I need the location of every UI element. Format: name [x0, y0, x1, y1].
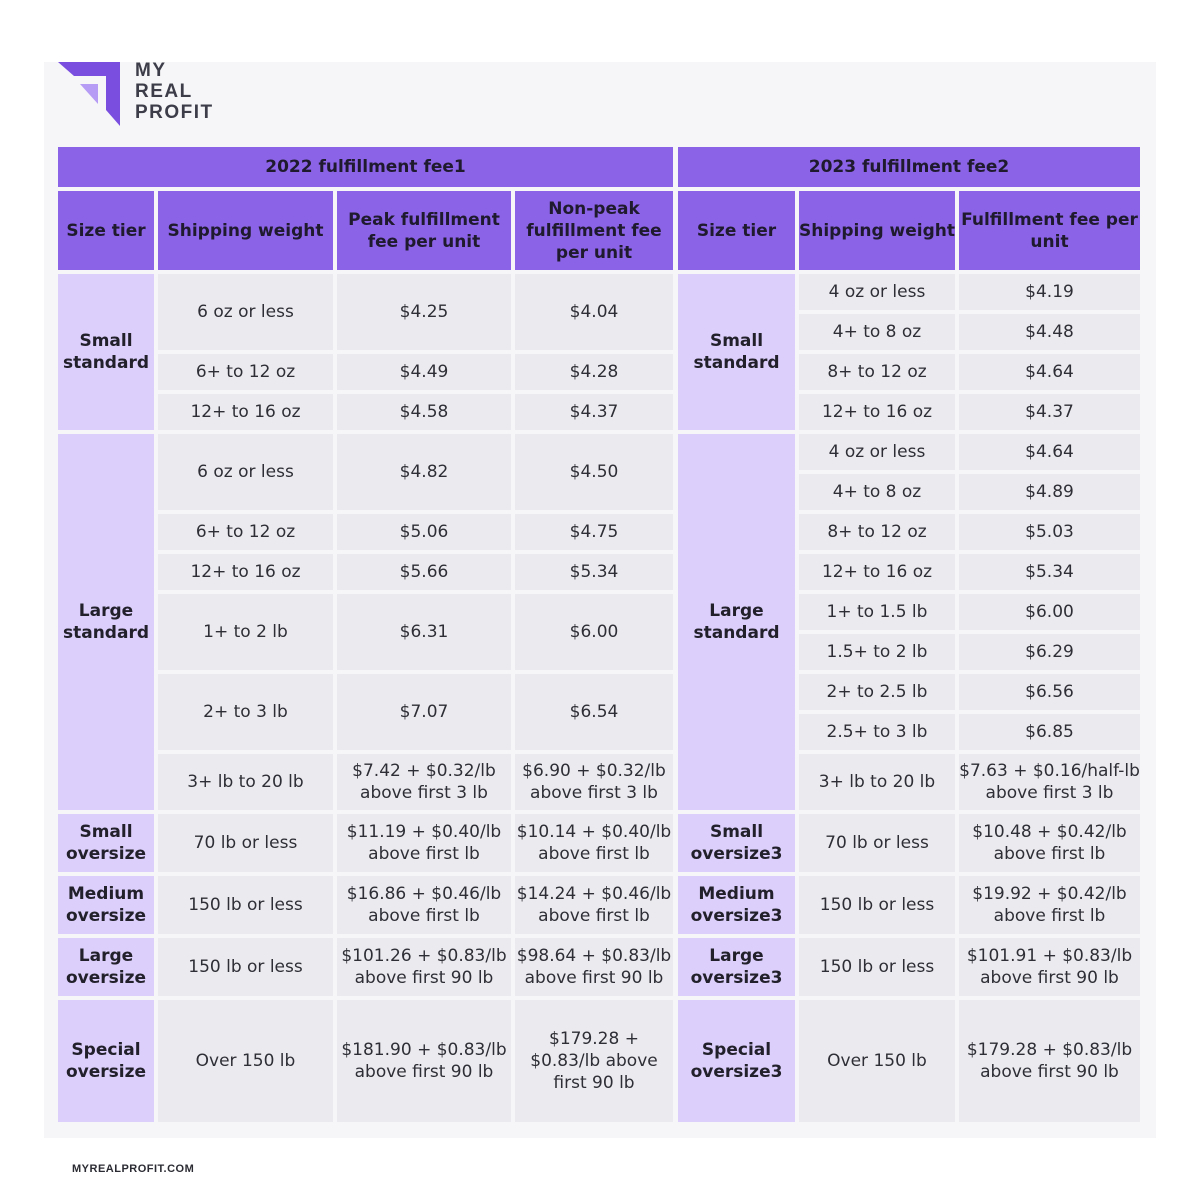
table-cell: $6.56 — [959, 674, 1140, 710]
table-cell: $14.24 + $0.46/lb above first lb — [515, 876, 673, 934]
table-caption-2022: 2022 fulfillment fee1 — [58, 147, 673, 187]
table-cell: 4 oz or less — [799, 434, 955, 470]
table-cell: $6.00 — [959, 594, 1140, 630]
column-header: Shipping weight — [158, 191, 333, 270]
table-cell: $179.28 + $0.83/lb above first 90 lb — [515, 1000, 673, 1122]
table-cell: $6.85 — [959, 714, 1140, 750]
table-cell: 70 lb or less — [799, 814, 955, 872]
size-tier-cell: Special oversize3 — [678, 1000, 795, 1122]
table-cell: $7.63 + $0.16/half-lb above first 3 lb — [959, 754, 1140, 810]
table-cell: $6.54 — [515, 674, 673, 750]
table-cell: 2+ to 3 lb — [158, 674, 333, 750]
table-cell: 150 lb or less — [158, 876, 333, 934]
site-footer-url: MYREALPROFIT.COM — [72, 1163, 195, 1175]
table-cell: $101.26 + $0.83/lb above first 90 lb — [337, 938, 511, 996]
table-cell: $6.31 — [337, 594, 511, 670]
table-cell: 4+ to 8 oz — [799, 474, 955, 510]
table-caption-2023: 2023 fulfillment fee2 — [678, 147, 1140, 187]
table-cell: Over 150 lb — [799, 1000, 955, 1122]
table-cell: Over 150 lb — [158, 1000, 333, 1122]
table-cell: $98.64 + $0.83/lb above first 90 lb — [515, 938, 673, 996]
table-cell: $4.64 — [959, 434, 1140, 470]
column-header: Fulfillment fee per unit — [959, 191, 1140, 270]
table-cell: $4.25 — [337, 274, 511, 350]
table-cell: 1.5+ to 2 lb — [799, 634, 955, 670]
table-cell: 12+ to 16 oz — [799, 554, 955, 590]
table-cell: 150 lb or less — [158, 938, 333, 996]
table-cell: $4.64 — [959, 354, 1140, 390]
table-cell: 6+ to 12 oz — [158, 354, 333, 390]
table-cell: $11.19 + $0.40/lb above first lb — [337, 814, 511, 872]
table-cell: 8+ to 12 oz — [799, 514, 955, 550]
table-cell: $6.29 — [959, 634, 1140, 670]
table-cell: 6 oz or less — [158, 274, 333, 350]
table-cell: $16.86 + $0.46/lb above first lb — [337, 876, 511, 934]
table-cell: 4 oz or less — [799, 274, 955, 310]
column-header: Size tier — [678, 191, 795, 270]
table-cell: $4.04 — [515, 274, 673, 350]
size-tier-cell: Large standard — [58, 434, 154, 810]
table-cell: $179.28 + $0.83/lb above first 90 lb — [959, 1000, 1140, 1122]
size-tier-cell: Medium oversize — [58, 876, 154, 934]
logo-line: MY — [135, 60, 167, 81]
table-cell: $181.90 + $0.83/lb above first 90 lb — [337, 1000, 511, 1122]
table-cell: 8+ to 12 oz — [799, 354, 955, 390]
table-cell: $4.50 — [515, 434, 673, 510]
column-header: Size tier — [58, 191, 154, 270]
table-cell: 12+ to 16 oz — [799, 394, 955, 430]
table-cell: $7.07 — [337, 674, 511, 750]
table-cell: $6.90 + $0.32/lb above first 3 lb — [515, 754, 673, 810]
table-cell: $10.14 + $0.40/lb above first lb — [515, 814, 673, 872]
table-cell: $4.49 — [337, 354, 511, 390]
logo-line: PROFIT — [135, 102, 214, 123]
table-cell: $6.00 — [515, 594, 673, 670]
table-cell: 3+ lb to 20 lb — [158, 754, 333, 810]
table-cell: 6 oz or less — [158, 434, 333, 510]
table-cell: 4+ to 8 oz — [799, 314, 955, 350]
column-header: Shipping weight — [799, 191, 955, 270]
table-cell: 1+ to 2 lb — [158, 594, 333, 670]
size-tier-cell: Small oversize — [58, 814, 154, 872]
table-cell: 70 lb or less — [158, 814, 333, 872]
size-tier-cell: Large oversize3 — [678, 938, 795, 996]
column-header: Peak fulfillment fee per unit — [337, 191, 511, 270]
size-tier-cell: Small oversize3 — [678, 814, 795, 872]
table-cell: $4.37 — [959, 394, 1140, 430]
table-cell: $4.48 — [959, 314, 1140, 350]
logo-line: REAL — [135, 81, 193, 102]
size-tier-cell: Large oversize — [58, 938, 154, 996]
table-cell: $5.66 — [337, 554, 511, 590]
table-cell: $19.92 + $0.42/lb above first lb — [959, 876, 1140, 934]
table-cell: 12+ to 16 oz — [158, 394, 333, 430]
table-cell: 3+ lb to 20 lb — [799, 754, 955, 810]
brand-logo-text — [135, 60, 214, 123]
table-cell: $4.89 — [959, 474, 1140, 510]
table-cell: $7.42 + $0.32/lb above first 3 lb — [337, 754, 511, 810]
column-header: Non-peak fulfillment fee per unit — [515, 191, 673, 270]
table-cell: $4.82 — [337, 434, 511, 510]
table-cell: $4.28 — [515, 354, 673, 390]
table-cell: 1+ to 1.5 lb — [799, 594, 955, 630]
table-cell: 6+ to 12 oz — [158, 514, 333, 550]
fee-table-2022 — [54, 143, 677, 1126]
table-cell: 150 lb or less — [799, 938, 955, 996]
table-cell: 2+ to 2.5 lb — [799, 674, 955, 710]
table-cell: $5.06 — [337, 514, 511, 550]
table-cell: $5.34 — [515, 554, 673, 590]
size-tier-cell: Special oversize — [58, 1000, 154, 1122]
table-cell: $5.03 — [959, 514, 1140, 550]
table-cell: 12+ to 16 oz — [158, 554, 333, 590]
table-cell: $4.19 — [959, 274, 1140, 310]
table-cell: 150 lb or less — [799, 876, 955, 934]
table-cell: $101.91 + $0.83/lb above first 90 lb — [959, 938, 1140, 996]
table-cell: $4.75 — [515, 514, 673, 550]
table-cell: $10.48 + $0.42/lb above first lb — [959, 814, 1140, 872]
size-tier-cell: Medium oversize3 — [678, 876, 795, 934]
table-cell: $5.34 — [959, 554, 1140, 590]
size-tier-cell: Small standard — [678, 274, 795, 430]
table-cell: $4.58 — [337, 394, 511, 430]
size-tier-cell: Large standard — [678, 434, 795, 810]
size-tier-cell: Small standard — [58, 274, 154, 430]
table-cell: 2.5+ to 3 lb — [799, 714, 955, 750]
table-cell: $4.37 — [515, 394, 673, 430]
fee-table-2023 — [674, 143, 1144, 1126]
